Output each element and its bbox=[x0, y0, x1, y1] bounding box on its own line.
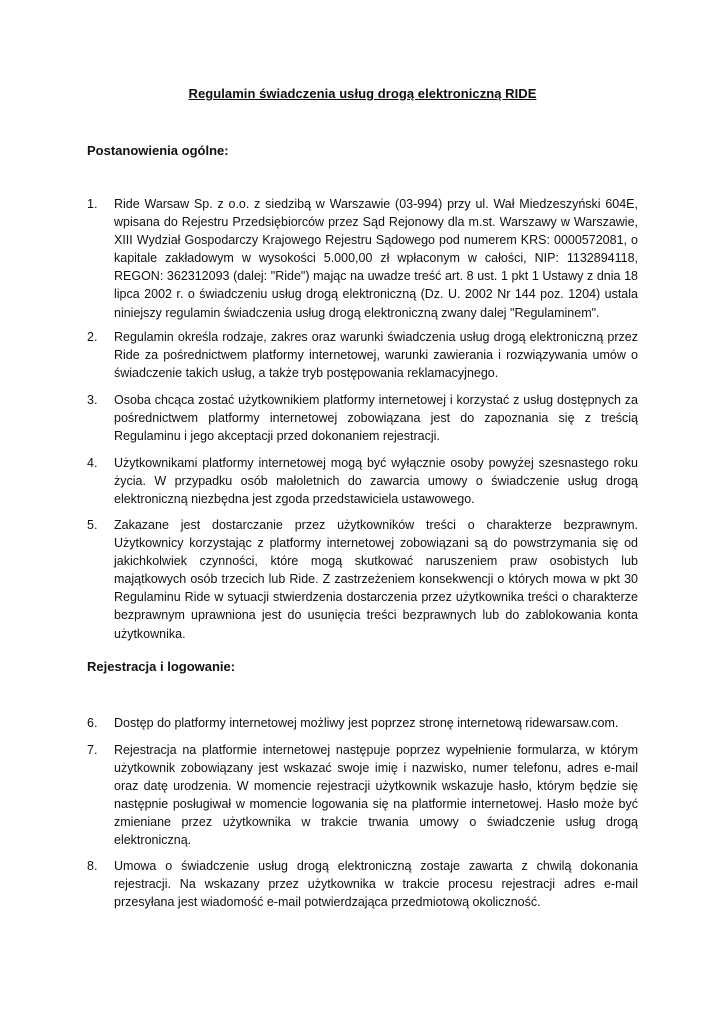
list-item bbox=[87, 328, 638, 382]
item-number: 8. bbox=[87, 859, 98, 873]
item-text: Osoba chcąca zostać użytkownikiem platformy internetowej i korzystać z usług dostępnych za pośrednictwem platformy internetowej zobowiązana jest do zapoznania się z treścią Regulaminu i jego akceptacji przed dokonaniem rejestracji. bbox=[114, 393, 638, 444]
item-number: 6. bbox=[87, 716, 98, 730]
list-item bbox=[87, 516, 638, 643]
item-text: Użytkownikami platformy internetowej mogą być wyłącznie osoby powyżej szesnastego roku życia. W przypadku osób małoletnich do zawarcia umowy o świadczenie usług drogą elektroniczną niezbędna jest zgoda przedstawiciela ustawowego. bbox=[114, 456, 638, 507]
list-item bbox=[87, 391, 638, 445]
document-title: Regulamin świadczenia usług drogą elektroniczną RIDE bbox=[188, 86, 537, 101]
item-text: Umowa o świadczenie usług drogą elektroniczną zostaje zawarta z chwilą dokonania rejestracji. Na wskazany przez użytkownika w trakcie procesu rejestracji adres e-mail przesyłana jest wiadomość e-mail potwierdzająca przedmiotową okoliczność. bbox=[114, 859, 638, 910]
item-text: Ride Warsaw Sp. z o.o. z siedzibą w Warszawie (03-994) przy ul. Wał Miedzeszyński 604E, wpisana do Rejestru Przedsiębiorców przez Sąd Rejonowy dla m.st. Warszawy w Warszawie, XIII Wydział Gospodarczy Krajowego Rejestru Sądowego pod numerem KRS: 0000572081, o kapitale zakładowym w wysokości 5.000,00 zł wpłaconym w całości, NIP: 1132894118, REGON: 362312093 (dalej: "Ride") mając na uwadze treść art. 8 ust. 1 pkt 1 Ustawy z dnia 18 lipca 2002 r. o świadczeniu usług drogą elektroniczną (Dz. U. 2002 Nr 144 poz. 1204) ustala niniejszy regulamin świadczenia usług drogą elektroniczną zwany dalej "Regulaminem". bbox=[114, 197, 638, 320]
section-heading-registration-login: Rejestracja i logowanie: bbox=[87, 659, 236, 674]
list-item bbox=[87, 714, 638, 732]
item-text: Zakazane jest dostarczanie przez użytkowników treści o charakterze bezprawnym. Użytkownicy korzystając z platformy internetowej zobowiązani są do powstrzymania się od jakichkolwiek czynności, które mogą skutkować naruszeniem praw osobistych lub majątkowych osób trzecich lub Ride. Z zastrzeżeniem konsekwencji o których mowa w pkt 30 Regulaminu Ride w sytuacji stwierdzenia dostarczenia przez użytkownika treści o charakterze bezprawnym uprawniona jest do usunięcia treści bezprawnych lub do zablokowania konta użytkownika. bbox=[114, 518, 638, 641]
list-item bbox=[87, 195, 638, 322]
item-text: Dostęp do platformy internetowej możliwy jest poprzez stronę internetową ridewarsaw.com. bbox=[114, 716, 619, 730]
list-item bbox=[87, 454, 638, 508]
item-text: Rejestracja na platformie internetowej następuje poprzez wypełnienie formularza, w którym użytkownik zobowiązany jest wskazać swoje imię i nazwisko, numer telefonu, adres e-mail oraz datę urodzenia. W momencie rejestracji użytkownik wskazuje hasło, którym będzie się następnie posługiwał w momencie logowania się na platformie internetowej. Hasło może być zmieniane przez użytkownika w trakcie trwania umowy o świadczenie usług drogą elektroniczną. bbox=[114, 743, 638, 848]
item-number: 5. bbox=[87, 518, 98, 532]
item-number: 7. bbox=[87, 743, 98, 757]
list-item bbox=[87, 741, 638, 850]
item-number: 1. bbox=[87, 197, 98, 211]
item-number: 3. bbox=[87, 393, 98, 407]
item-text: Regulamin określa rodzaje, zakres oraz warunki świadczenia usług drogą elektroniczną przez Ride za pośrednictwem platformy internetowej, warunki zawierania i rozwiązywania umów o świadczenie takich usług, a także tryb postępowania reklamacyjnego. bbox=[114, 330, 638, 381]
item-number: 4. bbox=[87, 456, 98, 470]
section-heading-general-provisions: Postanowienia ogólne: bbox=[87, 143, 229, 158]
item-number: 2. bbox=[87, 330, 98, 344]
list-item bbox=[87, 857, 638, 911]
